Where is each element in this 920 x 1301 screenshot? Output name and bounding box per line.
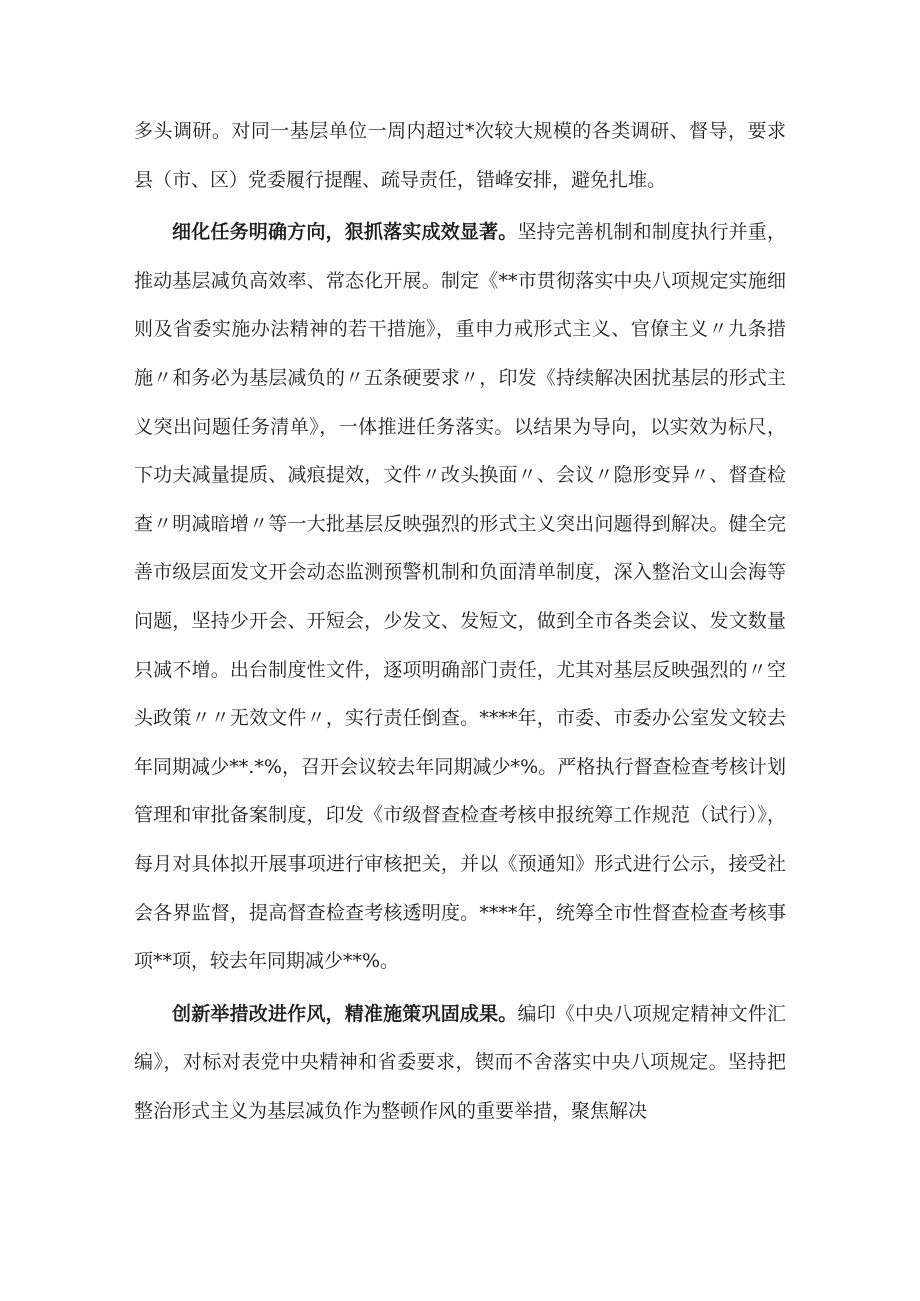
paragraph-continuation — [134, 107, 786, 204]
paragraph-lead-heading: 细化任务明确方向，狠抓落实成效显著。 — [172, 221, 518, 244]
document-body — [134, 107, 786, 1139]
paragraph-text: 多头调研。对同一基层单位一周内超过*次较大规模的各类调研、督导，要求县（市、区）党委履行提醒、疏导责任，错峰安排，避免扎堆。 — [134, 120, 786, 191]
paragraph-task-refinement — [134, 208, 786, 986]
paragraph-innovation-measures — [134, 990, 786, 1136]
paragraph-lead-heading: 创新举措改进作风，精准施策巩固成果。 — [172, 1002, 518, 1025]
paragraph-text: 编印《中央八项规定精神文件汇编》，对标对表党中央精神和省委要求，锲而不舍落实中央八项规定。坚持把整治形式主义为基层减负作为整顿作风的重要举措，聚焦解决 — [134, 1002, 786, 1122]
paragraph-text: 坚持完善机制和制度执行并重，推动基层减负高效率、常态化开展。制定《**市贯彻落实中央八项规定实施细则及省委实施办法精神的若干措施》，重申力戒形式主义、官僚主义〃九条措施〃和务必为基层减负的〃五条硬要求〃，印发《持续解决困扰基层的形式主义突出问题任务清单》，一体推进任务落实。以结果为导向，以实效为标尺，下功夫减量提质、减痕提效，文件〃改头换面〃、会议〃隐形变异〃、督查检查〃明减暗增〃等一大批基层反映强烈的形式主义突出问题得到解决。健全完善市级层面发文开会动态监测预警机制和负面清单制度，深入整治文山会海等问题，坚持少开会、开短会，少发文、发短文，做到全市各类会议、发文数量只减不增。出台制度性文件，逐项明确部门责任，尤其对基层反映强烈的〃空头政策〃〃无效文件〃，实行责任倒查。****年，市委、市委办公室发文较去年同期减少**.*%，召开会议较去年同期减少*%。严格执行督查检查考核计划管理和审批备案制度，印发《市级督查检查考核申报统筹工作规范（试行）》，每月对具体拟开展事项进行审核把关，并以《预通知》形式进行公示，接受社会各界监督，提高督查检查考核透明度。****年，统筹全市性督查检查考核事项**项，较去年同期减少**%。 — [134, 221, 786, 973]
